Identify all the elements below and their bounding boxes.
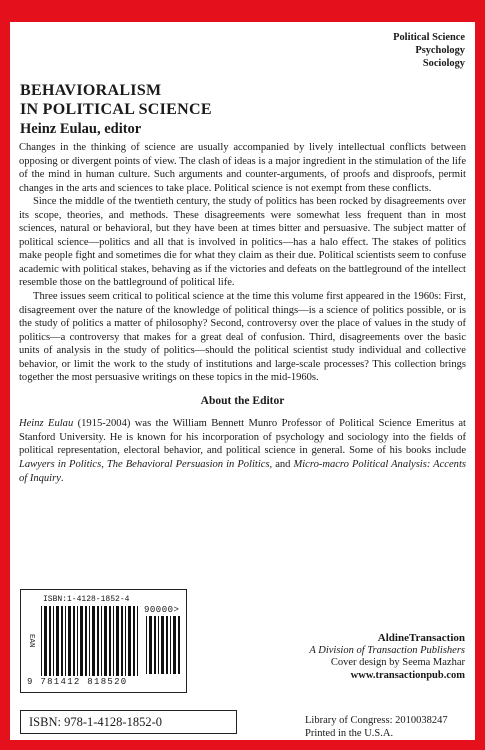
barcode-bar <box>109 606 111 676</box>
barcode-bar <box>121 606 123 676</box>
barcode-bar <box>116 606 119 676</box>
barcode-bar <box>73 606 75 676</box>
title-line: BEHAVIORALISM <box>20 82 162 99</box>
barcode-bar <box>49 606 51 676</box>
library-of-congress: Library of Congress: 2010038247 <box>305 715 448 726</box>
barcode-bar <box>128 606 131 676</box>
bio-book: Lawyers in Politics, The Behavioral Persuasion in Politics, <box>19 459 273 471</box>
barcode-bar <box>158 616 159 674</box>
barcode-bar <box>178 616 180 674</box>
subject-item: Political Science <box>393 32 465 43</box>
back-cover-panel <box>10 22 475 740</box>
publisher-info <box>309 632 465 682</box>
barcode-bar <box>133 606 135 676</box>
blurb-paragraph: Changes in the thinking of science are usually accompanied by lively intellectual conflicts between opposing or divergent points of view. The clash of ideas is a major ingredient in the stimulation of the life of the mind in human culture. Such arguments and counter-arguments, of proofs and disproofs, permit changes in the arts and sciences to take place. Political science is not exempt from these conflicts. <box>19 142 466 194</box>
barcode-bar <box>56 606 59 676</box>
library-info <box>305 715 465 740</box>
title-line: IN POLITICAL SCIENCE <box>20 101 212 118</box>
barcode-bar <box>97 606 99 676</box>
barcode-bar <box>146 616 147 674</box>
barcode-bar <box>77 606 78 676</box>
bio-book: Micro-macro Political Analysis: Accents of Inquiry <box>19 459 466 484</box>
printed-in: Printed in the U.S.A. <box>305 727 394 739</box>
barcode-bar <box>65 606 66 676</box>
subject-item: Psychology <box>415 45 465 56</box>
editor-credit: Heinz Eulau, editor <box>20 121 142 137</box>
barcode-isbn: ISBN:1-4128-1852-4 <box>43 595 130 604</box>
barcode-bar <box>149 616 152 674</box>
barcode-bar <box>104 606 107 676</box>
barcode-bar <box>53 606 54 676</box>
publisher-url: www.transactionpub.com <box>350 669 465 681</box>
subject-list <box>393 31 465 70</box>
book-title <box>20 81 212 119</box>
barcode-bar <box>170 616 171 674</box>
subject-item: Sociology <box>422 58 465 69</box>
editor-bio <box>19 417 466 485</box>
barcode-bar <box>89 606 90 676</box>
blurb-paragraph: Since the middle of the twentieth century, the study of politics has been rocked by disagreements over its scope, theories, and methods. These disagreements were somewhat less frequent than in most sciences, natural or behavioral, but they have been at times bitter and persuasive. The subject matter of political science—politics and all that is involved in politics—has a halo effect. The stakes of politics make people fight and sometimes die for what they claim as their due. Political scientists seem to confuse academic with political stakes, behaving as if the victories and defeats on the battleground of the intellect resemble those on the battleground of political life. <box>19 196 466 289</box>
about-editor-heading: About the Editor <box>200 394 285 407</box>
bio-text: (1915-2004) was the William Bennett Munro Professor of Political Science Emeritus at Stanford University. He is known for his incorporation of psychology and sociology into the fields of political representation, electoral behavior, and political science in general. Some of his books include <box>19 418 466 457</box>
barcode-bar <box>166 616 168 674</box>
cover-credit: Cover design by Seema Mazhar <box>330 657 465 668</box>
isbn-box: ISBN: 978-1-4128-1852-0 <box>20 710 237 734</box>
barcode-bar <box>173 616 176 674</box>
barcode-bar <box>125 606 126 676</box>
barcode-bar <box>44 606 47 676</box>
barcode-bar <box>61 606 63 676</box>
barcode-addon-bars <box>146 616 182 674</box>
barcode-bar <box>41 606 42 676</box>
barcode-number: 9 781412 818520 <box>27 677 128 687</box>
barcode-bar <box>137 606 138 676</box>
barcode-bar <box>101 606 102 676</box>
barcode-bar <box>161 616 164 674</box>
bio-text: . <box>60 472 64 484</box>
publisher-name: AldineTransaction <box>377 632 465 644</box>
bio-text: and <box>272 459 294 471</box>
barcode-bar <box>85 606 87 676</box>
blurb <box>19 141 466 485</box>
barcode <box>20 589 187 693</box>
bio-name: Heinz Eulau <box>19 418 74 430</box>
ean-label: EAN <box>27 634 35 648</box>
publisher-division: A Division of Transaction Publishers <box>309 644 465 656</box>
blurb-paragraph: Three issues seem critical to political science at the time this volume first appeared in the 1960s: First, disagreement over the nature of the knowledge of political things—is a science of politics possible, or is the study of politics a matter of philosophy? Second, controversy over the place of values in the study of politics—a controversy that makes for a great deal of confusion. Third, disagreements over the basic units of analysis in the study of politics—should the political scientist study individual and collective behavior, or limit the work to the study of institutions and large-scale processes? This collection brings together the most persuasive writings on these topics in the mid-1960s. <box>19 291 466 384</box>
barcode-bar <box>113 606 114 676</box>
barcode-bars <box>41 606 141 676</box>
barcode-bar <box>92 606 95 676</box>
barcode-bar <box>68 606 71 676</box>
barcode-bar <box>154 616 156 674</box>
barcode-bar <box>80 606 83 676</box>
barcode-addon-number: 90000> <box>144 605 180 615</box>
